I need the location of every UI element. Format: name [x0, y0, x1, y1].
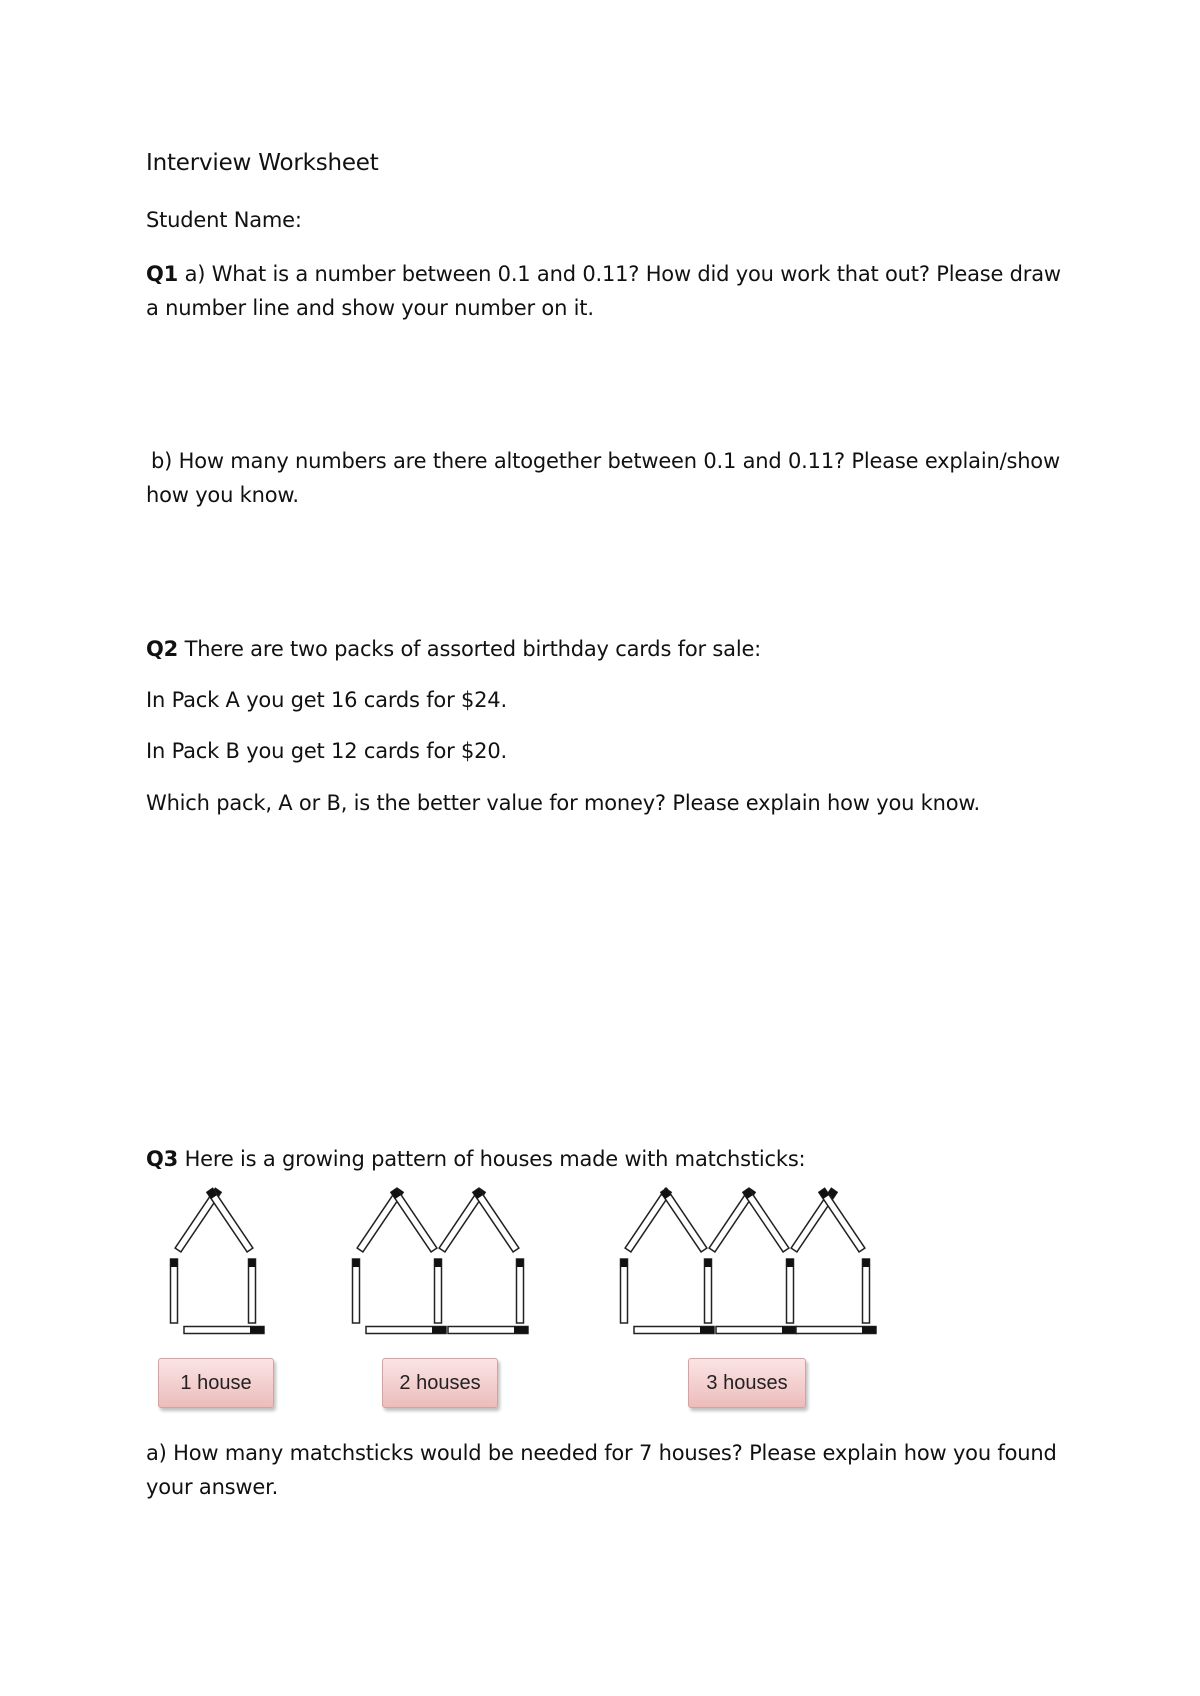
house-figure-2: [353, 1188, 529, 1333]
q1-a-text: a) What is a number between 0.1 and 0.11? How did you work that out? Please draw: [184, 262, 1061, 286]
q2-intro: There are two packs of assorted birthday cards for sale:: [184, 637, 762, 661]
q2-pack-a: In Pack A you get 16 cards for $24.: [146, 688, 507, 712]
q3-intro: Here is a growing pattern of houses made with matchsticks:: [184, 1147, 806, 1171]
q1-b-line2: how you know.: [146, 483, 299, 507]
house-figure-3: [621, 1188, 877, 1333]
page-title: Interview Worksheet: [146, 150, 379, 176]
q2-number: Q2: [146, 637, 179, 661]
label-3-houses: 3 houses: [688, 1358, 806, 1408]
q1-number: Q1: [146, 262, 179, 286]
q1-a-line2: a number line and show your number on it.: [146, 296, 594, 320]
q3-number: Q3: [146, 1147, 179, 1171]
q2-question: Which pack, A or B, is the better value for money? Please explain how you know.: [146, 791, 980, 815]
label-2-houses: 2 houses: [382, 1358, 498, 1408]
q3-a-line1: a) How many matchsticks would be needed for 7 houses? Please explain how you found: [146, 1441, 1057, 1465]
q1-b-line1: b) How many numbers are there altogether between 0.1 and 0.11? Please explain/show: [151, 449, 1060, 473]
q3-a-line2: your answer.: [146, 1475, 279, 1499]
house-figure-1: [171, 1188, 265, 1333]
q2-pack-b: In Pack B you get 12 cards for $20.: [146, 739, 507, 763]
label-1-house: 1 house: [158, 1358, 274, 1408]
student-name-label: Student Name:: [146, 208, 302, 232]
